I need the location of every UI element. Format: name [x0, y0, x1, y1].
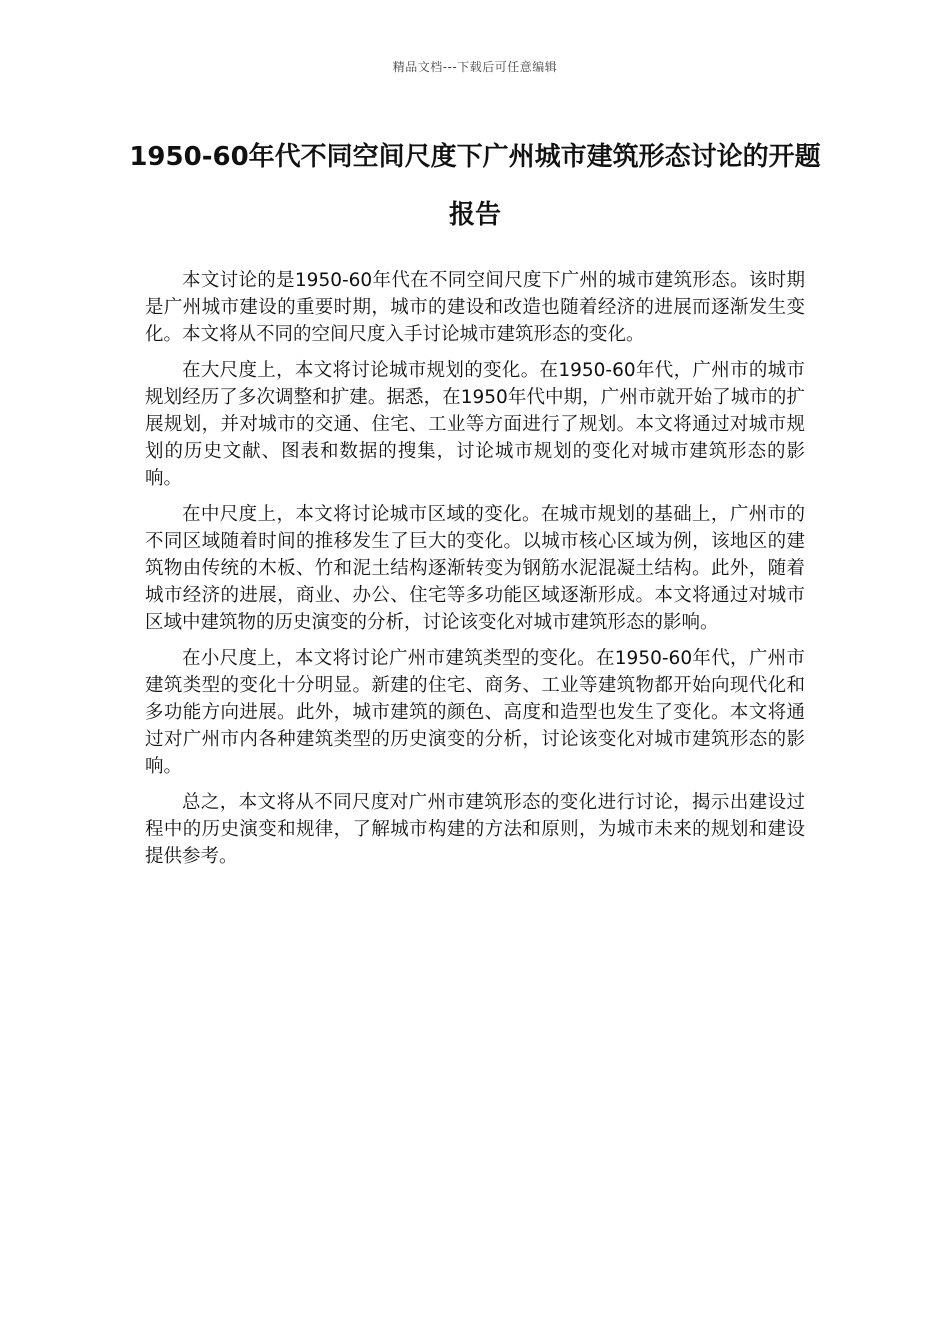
document-title: 1950-60年代不同空间尺度下广州城市建筑形态讨论的开题报告: [129, 142, 821, 230]
paragraph-intro: 本文讨论的是1950-60年代在不同空间尺度下广州的城市建筑形态。该时期是广州城市建设的重要时期，城市的建设和改造也随着经济的进展而逐渐发生变化。本文将从不同的空间尺度入手讨论城市建筑形态的变化。: [145, 270, 805, 345]
paragraph-small-scale: 在小尺度上，本文将讨论广州市建筑类型的变化。在1950-60年代，广州市建筑类型的变化十分明显。新建的住宅、商务、工业等建筑物都开始向现代化和多功能方向进展。此外，城市建筑的颜色、高度和造型也发生了变化。本文将通过对广州市内各种建筑类型的历史演变的分析，讨论该变化对城市建筑形态的影响。: [145, 648, 805, 777]
paragraph-large-scale: 在大尺度上，本文将讨论城市规划的变化。在1950-60年代，广州市的城市规划经历了多次调整和扩建。据悉，在1950年代中期，广州市就开始了城市的扩展规划，并对城市的交通、住宅、工业等方面进行了规划。本文将通过对城市规划的历史文献、图表和数据的搜集，讨论城市规划的变化对城市建筑形态的影响。: [145, 360, 805, 489]
page-header: 精品文档---下载后可任意编辑: [392, 60, 558, 74]
document-body: [145, 268, 805, 881]
paragraph-conclusion: 总之，本文将从不同尺度对广州市建筑形态的变化进行讨论，揭示出建设过程中的历史演变和规律，了解城市构建的方法和原则，为城市未来的规划和建设提供参考。: [145, 792, 805, 867]
paragraph-medium-scale: 在中尺度上，本文将讨论城市区域的变化。在城市规划的基础上，广州市的不同区域随着时间的推移发生了巨大的变化。以城市核心区域为例，该地区的建筑物由传统的木板、竹和泥土结构逐渐转变为钢筋水泥混凝土结构。此外，随着城市经济的进展，商业、办公、住宅等多功能区域逐渐形成。本文将通过对城市区域中建筑物的历史演变的分析，讨论该变化对城市建筑形态的影响。: [145, 504, 805, 633]
